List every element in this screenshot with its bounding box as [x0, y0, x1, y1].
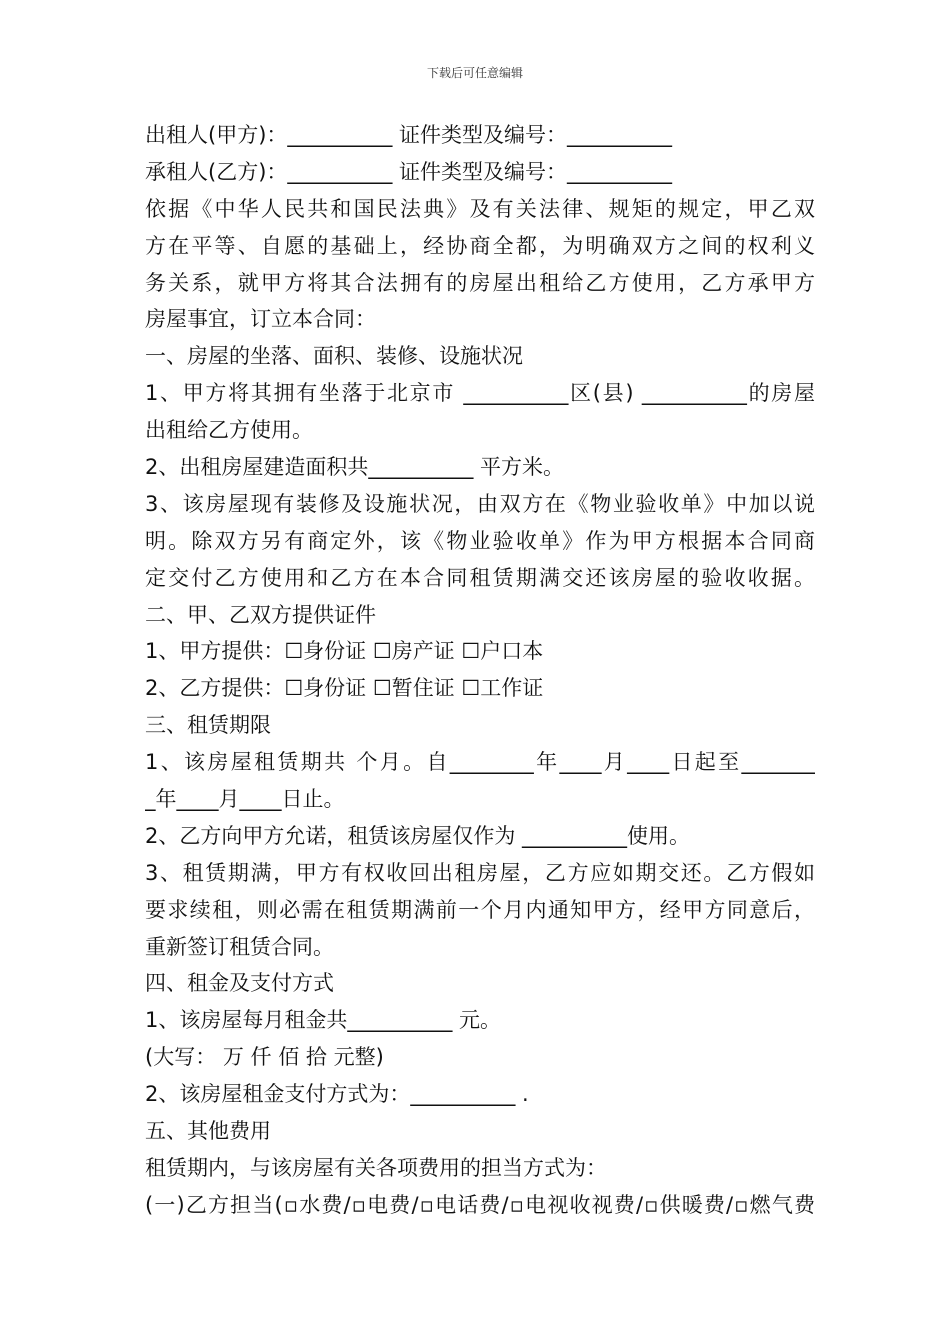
clause-line: 租赁期内，与该房屋有关各项费用的担当方式为： — [145, 1155, 607, 1180]
section-heading-4: 四、租金及支付方式 — [145, 971, 334, 996]
clause-line: 1、甲方将其拥有坐落于北京市 __________区(县) __________的房屋 — [145, 381, 815, 406]
preamble-line: 依据《中华人民共和国民法典》及有关法律、规矩的规定，甲乙双 — [145, 196, 815, 221]
clause-line: 出租给乙方使用。 — [145, 418, 313, 443]
clause-line: 明。除双方另有商定外，该《物业验收单》作为甲方根据本合同商 — [145, 528, 815, 553]
clause-line: (一)乙方担当(▫水费/▫电费/▫电话费/▫电视收视费/▫供暖费/▫燃气费 — [145, 1192, 815, 1217]
clause-line: 3、租赁期满，甲方有权收回出租房屋，乙方应如期交还。乙方假如 — [145, 860, 815, 885]
clause-line: 2、该房屋租金支付方式为：__________ . — [145, 1082, 529, 1107]
page-header: 下载后可任意编辑 — [426, 66, 523, 80]
preamble-line: 务关系，就甲方将其合法拥有的房屋出租给乙方使用，乙方承甲方 — [145, 270, 815, 295]
lessor-line: 出租人(甲方)：__________ 证件类型及编号：__________ — [145, 123, 673, 147]
clause-line: 定交付乙方使用和乙方在本合同租赁期满交还该房屋的验收收据。 — [145, 565, 815, 590]
section-heading-2: 二、甲、乙双方提供证件 — [145, 602, 376, 627]
clause-line: (大写： 万 仟 佰 拾 元整) — [145, 1045, 384, 1070]
clause-line: _年____月____日止。 — [145, 787, 345, 812]
clause-line: 要求续租，则必需在租赁期满前一个月内通知甲方，经甲方同意后， — [145, 897, 815, 922]
clause-line: 3、该房屋现有装修及设施状况，由双方在《物业验收单》中加以说 — [145, 491, 815, 516]
lessee-line: 承租人(乙方)：__________ 证件类型及编号：__________ — [145, 159, 673, 184]
clause-line: 1、甲方提供：☐身份证 ☐房产证 ☐户口本 — [145, 639, 544, 664]
preamble-line: 方在平等、自愿的基础上，经协商全都，为明确双方之间的权利义 — [145, 233, 815, 258]
document-body — [145, 117, 815, 1224]
preamble-line: 房屋事宜，订立本合同： — [145, 307, 376, 332]
section-heading-1: 一、房屋的坐落、面积、装修、设施状况 — [145, 344, 523, 369]
clause-line: 1、该房屋每月租金共__________ 元。 — [145, 1008, 502, 1033]
clause-line: 1、该房屋租赁期共 个月。自________年____月____日起至_______ — [145, 750, 815, 775]
clause-line: 2、出租房屋建造面积共__________ 平方米。 — [145, 455, 565, 480]
clause-line: 2、乙方向甲方允诺，租赁该房屋仅作为 __________使用。 — [145, 823, 691, 848]
clause-line: 重新签订租赁合同。 — [145, 934, 334, 959]
section-heading-5: 五、其他费用 — [145, 1119, 271, 1144]
section-heading-3: 三、租赁期限 — [145, 713, 271, 738]
clause-line: 2、乙方提供：☐身份证 ☐暂住证 ☐工作证 — [145, 676, 544, 701]
